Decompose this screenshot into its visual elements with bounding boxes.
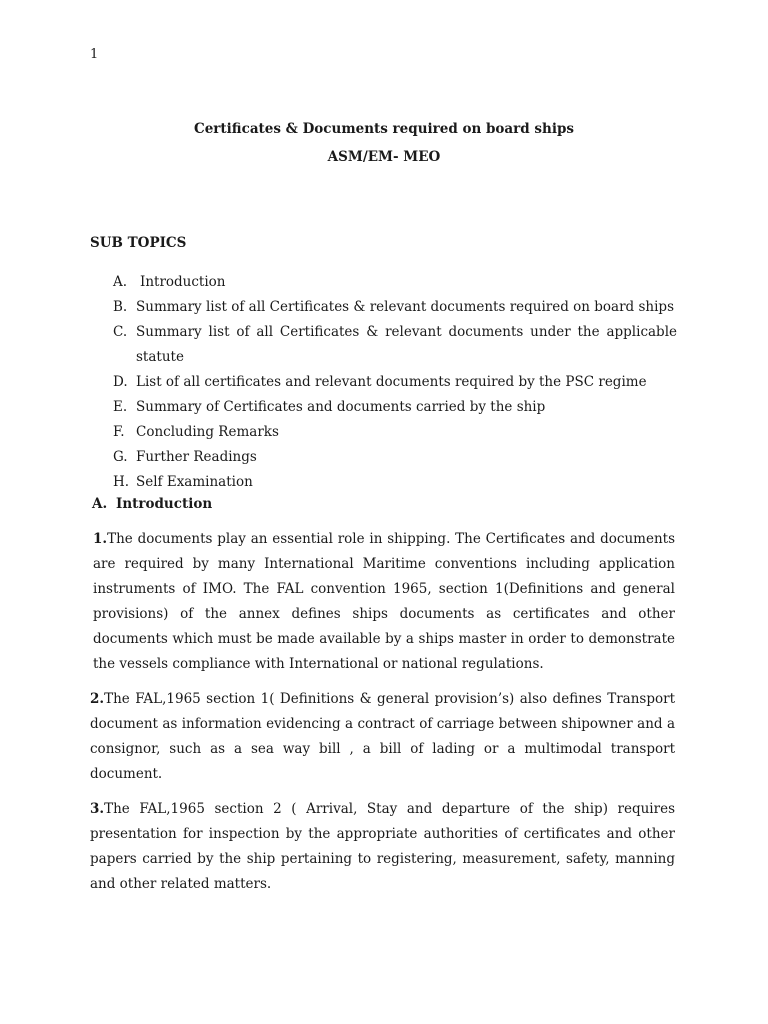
list-item	[113, 295, 677, 320]
paragraph	[93, 527, 675, 677]
list-item	[113, 445, 677, 470]
list-item-text: Concluding Remarks	[136, 424, 279, 440]
document-subtitle: ASM/EM- MEO	[327, 149, 441, 165]
list-item	[113, 395, 677, 420]
list-item-text: Introduction	[140, 274, 226, 290]
list-item	[113, 270, 677, 295]
list-item-letter: C.	[113, 324, 128, 340]
paragraph-number: 3.	[90, 801, 105, 817]
list-item-letter: D.	[113, 374, 128, 390]
list-item	[113, 420, 677, 445]
paragraph-number: 2.	[90, 691, 105, 707]
list-item-text: Summary of Certificates and documents carried by the ship	[136, 399, 546, 415]
sub-topics-heading: SUB TOPICS	[90, 235, 187, 251]
list-item-letter: G.	[113, 449, 128, 465]
page-number: 1	[90, 47, 99, 62]
list-item	[113, 320, 677, 370]
paragraph-text: The documents play an essential role in shipping. The Certificates and documents are required by many International Maritime conventions including application instruments of IMO. The FAL convention 1965, section 1(Definitions and general provisions) of the annex defines ships documents as certificates and other documents which must be made available by a ships master in order to demonstrate the vessels compliance with International or national regulations.	[93, 531, 675, 672]
list-item-letter: H.	[113, 474, 130, 490]
paragraph-text: The FAL,1965 section 2 ( Arrival, Stay and departure of the ship) requires presentation for inspection by the appropriate authorities of certificates and other papers carried by the ship pertaining to registering, measurement, safety, manning and other related matters.	[90, 801, 675, 892]
paragraph	[90, 797, 675, 897]
section-heading	[92, 496, 212, 512]
list-item-text: Summary list of all Certificates & relevant documents required on board ships	[136, 299, 674, 315]
list-item-letter: A.	[113, 274, 128, 290]
list-item-letter: E.	[113, 399, 128, 415]
list-item-text: Further Readings	[136, 449, 257, 465]
sub-topics-list	[113, 270, 677, 495]
list-item-text: Self Examination	[136, 474, 253, 490]
list-item-text: Summary list of all Certificates & relevant documents under the applicable statute	[136, 324, 677, 365]
document-title: Certificates & Documents required on board ships	[193, 121, 575, 137]
section-title: Introduction	[116, 496, 213, 512]
paragraph-number: 1.	[93, 531, 108, 547]
list-item	[113, 370, 677, 395]
paragraph-text: The FAL,1965 section 1( Definitions & general provision’s) also defines Transport document as information evidencing a contract of carriage between shipowner and a consignor, such as a sea way bill , a bill of lading or a multimodal transport document.	[90, 691, 675, 782]
list-item-letter: F.	[113, 424, 125, 440]
section-letter: A.	[92, 496, 108, 512]
list-item	[113, 470, 677, 495]
list-item-text: List of all certificates and relevant documents required by the PSC regime	[136, 374, 647, 390]
list-item-letter: B.	[113, 299, 128, 315]
paragraph	[90, 687, 675, 787]
